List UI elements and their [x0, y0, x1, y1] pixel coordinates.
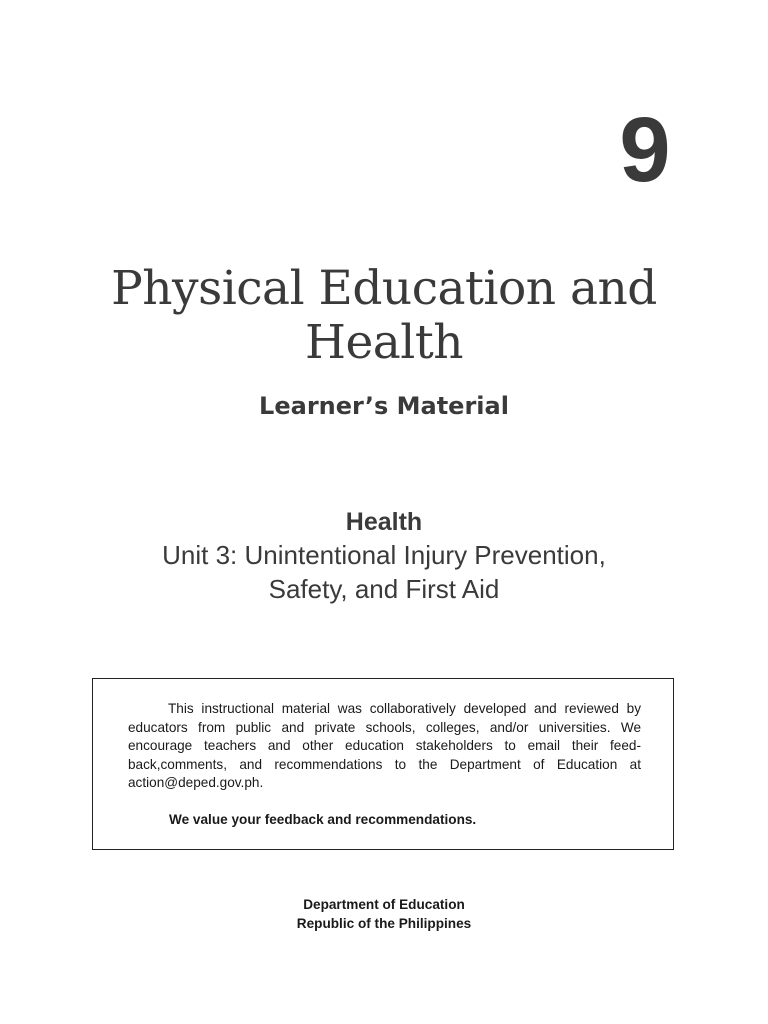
grade-number: 9 — [619, 99, 671, 201]
notice-emphasis: We value your feedback and recommendations. — [169, 812, 477, 827]
publisher-name: Department of Education — [303, 897, 465, 912]
book-title — [84, 262, 684, 370]
unit-title — [84, 538, 684, 606]
section-label: Health — [345, 508, 423, 536]
publisher-country: Republic of the Philippines — [296, 915, 472, 931]
book-title-line-1: Physical Education and — [111, 261, 657, 316]
feedback-notice-box — [92, 678, 674, 850]
material-type: Learner’s Material — [259, 392, 509, 420]
unit-title-line-1: Unit 3: Unintentional Injury Prevention, — [162, 540, 606, 570]
unit-title-line-2: Safety, and First Aid — [268, 574, 500, 604]
notice-body: This instructional material was collaboratively developed and reviewed by educators from public and private schools, colleges, and/or universities. We encourage teachers and other education stakeholders to email their feed-back,comments, and recommendations to the Department of Education at action@deped.gov.ph. — [128, 701, 641, 790]
book-title-line-2: Health — [304, 315, 463, 370]
publisher-footer — [84, 896, 684, 933]
